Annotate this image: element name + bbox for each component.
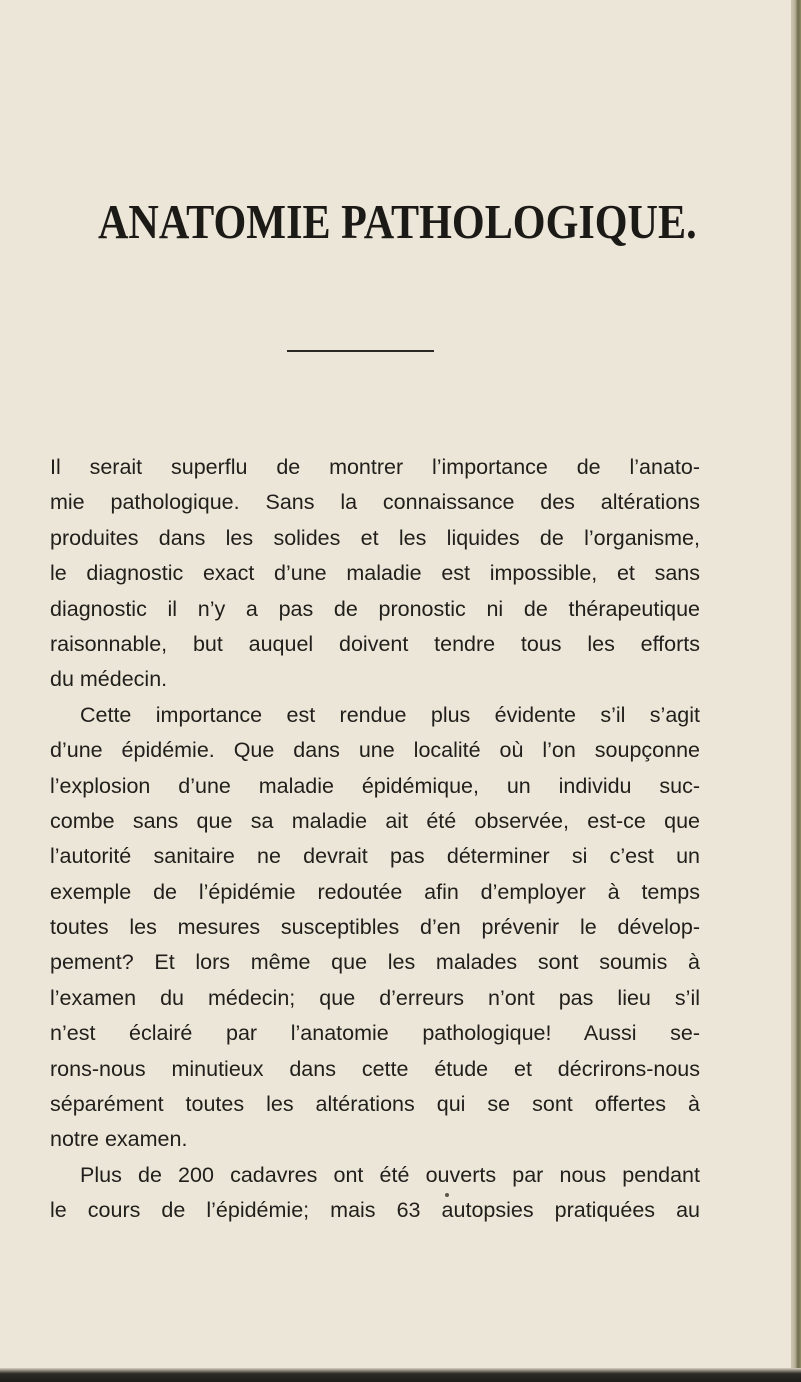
text-line: notre examen. <box>50 1127 188 1152</box>
text-line: exemple de l’épidémie redoutée afin d’employer à temps <box>50 879 700 904</box>
text-line: n’est éclairé par l’anatomie pathologique! Aussi se- <box>50 1021 700 1046</box>
chapter-title: ANATOMIE PATHOLOGIQUE. <box>98 194 697 249</box>
page-edge-right <box>791 0 801 1382</box>
text-line: diagnostic il n’y a pas de pronostic ni de thérapeutique <box>50 596 700 621</box>
text-line: le diagnostic exact d’une maladie est impossible, et sans <box>50 561 700 586</box>
ink-speck <box>445 1193 449 1197</box>
text-line: toutes les mesures susceptibles d’en prévenir le dévelop- <box>50 915 700 940</box>
text-line: du médecin. <box>50 667 168 692</box>
text-line: mie pathologique. Sans la connaissance des altérations <box>50 490 700 515</box>
text-line: Plus de 200 cadavres ont été ouverts par nous pendant <box>80 1162 700 1187</box>
text-line: l’explosion d’une maladie épidémique, un individu suc- <box>50 773 700 798</box>
text-line: séparément toutes les altérations qui se sont offertes à <box>50 1092 700 1117</box>
title-divider <box>287 350 434 352</box>
text-line: rons-nous minutieux dans cette étude et décrirons-nous <box>50 1056 700 1081</box>
text-line: combe sans que sa maladie ait été observée, est-ce que <box>50 808 700 833</box>
text-line: l’autorité sanitaire ne devrait pas déterminer si c’est un <box>50 844 700 869</box>
text-line: l’examen du médecin; que d’erreurs n’ont pas lieu s’il <box>50 985 700 1010</box>
text-line: le cours de l’épidémie; mais 63 autopsies pratiquées au <box>50 1198 700 1223</box>
text-line: d’une épidémie. Que dans une localité où l’on soupçonne <box>50 738 700 763</box>
text-line: produites dans les solides et les liquides de l’organisme, <box>50 525 700 550</box>
text-line: Il serait superflu de montrer l’importance de l’anato- <box>50 455 700 479</box>
text-line: Cette importance est rendue plus évidente s’il s’agit <box>80 702 700 727</box>
page-edge-bottom <box>0 1368 801 1382</box>
text-line: pement? Et lors même que les malades sont soumis à <box>50 950 700 975</box>
body-text <box>50 450 700 1229</box>
text-line: raisonnable, but auquel doivent tendre tous les efforts <box>50 631 700 656</box>
